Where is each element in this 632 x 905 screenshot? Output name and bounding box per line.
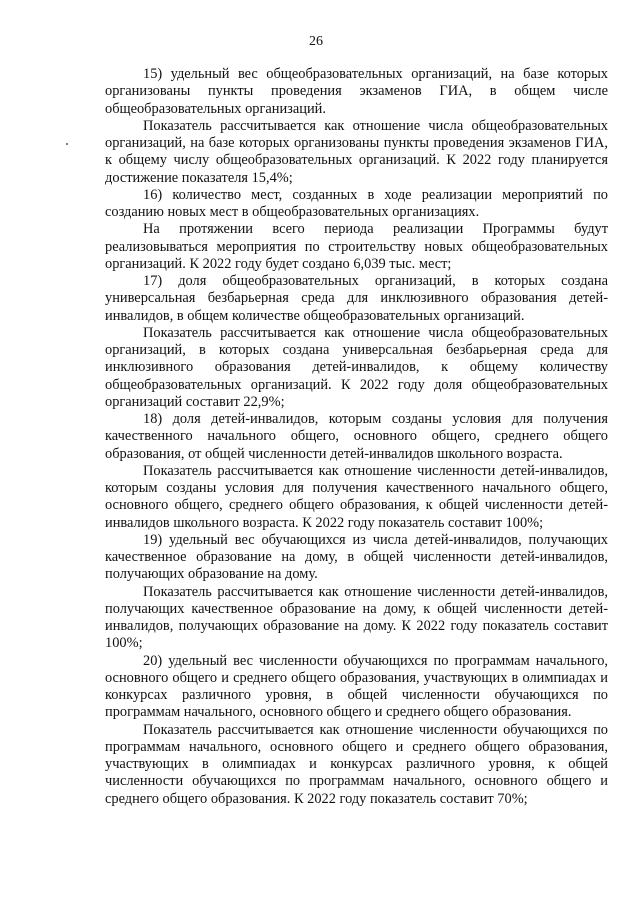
scan-speck [66,143,68,145]
paragraph-item-17-calculation: Показатель рассчитывается как отношение числа общеобразовательных организаций, в которых создана универсальная безбарьерная среда для инклюзивного образования детей-инвалидов, к общему количеству общеобразовательных организаций. К 2022 году доля общеобразовательных организаций составит 22,9%; [105,324,608,410]
paragraph-item-20-calculation: Показатель рассчитывается как отношение численности обучающихся по программам начального, основного общего и среднего общего образования, участвующих в олимпиадах и конкурсах различного уровня, к общей численности обучающихся по программам начального, основного общего и среднего общего образования. К 2022 году показатель составит 70%; [105,721,608,807]
paragraph-item-18: 18) доля детей-инвалидов, которым созданы условия для получения качественного начального общего, основного общего, среднего общего образования, от общей численности детей-инвалидов школьного возраста. [105,411,608,462]
document-body [105,66,608,808]
paragraph-item-15-calculation: Показатель рассчитывается как отношение числа общеобразовательных организаций, на базе которых организованы пункты проведения экзаменов ГИА, к общему числу общеобразовательных организаций. К 2022 году планируется достижение показателя 15,4%; [105,117,608,186]
paragraph-item-18-calculation: Показатель рассчитывается как отношение численности детей-инвалидов, которым созданы условия для получения качественного начального общего, основного общего, среднего общего образования, к общей численности детей-инвалидов школьного возраста. К 2022 году показатель составит 100%; [105,462,608,531]
paragraph-item-19-calculation: Показатель рассчитывается как отношение численности детей-инвалидов, получающих качественное образование на дому, к общей численности детей-инвалидов, получающих образование на дому. К 2022 году показатель составит 100%; [105,583,608,652]
paragraph-item-17: 17) доля общеобразовательных организаций, в которых создана универсальная безбарьерная среда для инклюзивного образования детей-инвалидов, в общем количестве общеобразовательных организаций. [105,273,608,324]
paragraph-item-15: 15) удельный вес общеобразовательных организаций, на базе которых организованы пункты проведения экзаменов ГИА, в общем числе общеобразовательных организаций. [105,66,608,117]
paragraph-item-19: 19) удельный вес обучающихся из числа детей-инвалидов, получающих качественное образование на дому, в общей численности детей-инвалидов, получающих образование на дому. [105,531,608,583]
paragraph-item-16-calculation: На протяжении всего периода реализации Программы будут реализовываться мероприятия по строительству новых общеобразовательных организаций. К 2022 году будет создано 6,039 тыс. мест; [105,221,608,272]
paragraph-item-20: 20) удельный вес численности обучающихся по программам начального, основного общего и среднего общего образования, участвующих в олимпиадах и конкурсах различного уровня, в общей численности обучающихся по программам начального, основного общего и среднего общего образования. [105,652,608,721]
page-number: 26 [309,34,323,49]
paragraph-item-16: 16) количество мест, созданных в ходе реализации мероприятий по созданию новых мест в общеобразовательных организациях. [105,186,608,220]
